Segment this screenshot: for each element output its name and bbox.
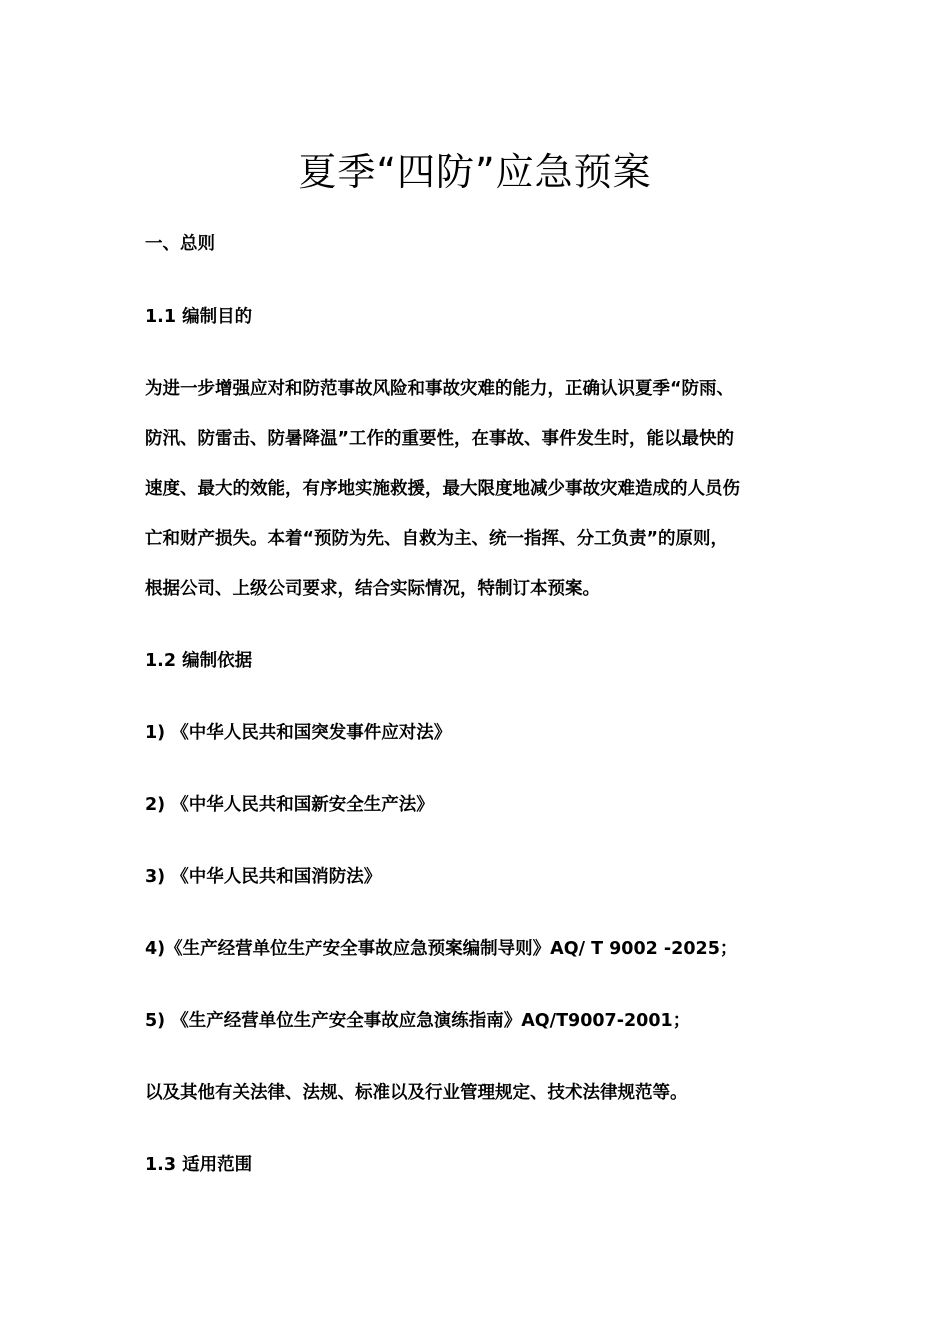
purpose-paragraph-line: 亡和财产损失。本着“预防为先、自救为主、统一指挥、分工负责”的原则，	[145, 529, 729, 549]
document-title: 夏季“四防”应急预案	[298, 150, 652, 194]
section-heading-general: 一、总则	[145, 234, 215, 254]
purpose-paragraph-line: 防汛、防雷击、防暑降温”工作的重要性，在事故、事件发生时，能以最快的	[145, 429, 734, 449]
reference-item: 1) 《中华人民共和国突发事件应对法》	[145, 723, 452, 743]
reference-item: 4)《生产经营单位生产安全事故应急预案编制导则》AQ/ T 9002 -2025；	[145, 939, 738, 959]
basis-closing-text: 以及其他有关法律、法规、标准以及行业管理规定、技术法律规范等。	[145, 1083, 688, 1103]
purpose-paragraph-line: 根据公司、上级公司要求，结合实际情况，特制订本预案。	[145, 579, 600, 599]
subsection-heading-basis: 1.2 编制依据	[145, 651, 253, 671]
reference-item: 2) 《中华人民共和国新安全生产法》	[145, 795, 434, 815]
purpose-paragraph-line: 为进一步增强应对和防范事故风险和事故灾难的能力，正确认识夏季“防雨、	[145, 379, 734, 399]
reference-item: 5) 《生产经营单位生产安全事故应急演练指南》AQ/T9007-2001；	[145, 1011, 691, 1031]
subsection-heading-scope: 1.3 适用范围	[145, 1155, 253, 1175]
subsection-heading-purpose: 1.1 编制目的	[145, 307, 253, 327]
reference-item: 3) 《中华人民共和国消防法》	[145, 867, 382, 887]
purpose-paragraph-line: 速度、最大的效能，有序地实施救援，最大限度地减少事故灾难造成的人员伤	[145, 479, 740, 499]
